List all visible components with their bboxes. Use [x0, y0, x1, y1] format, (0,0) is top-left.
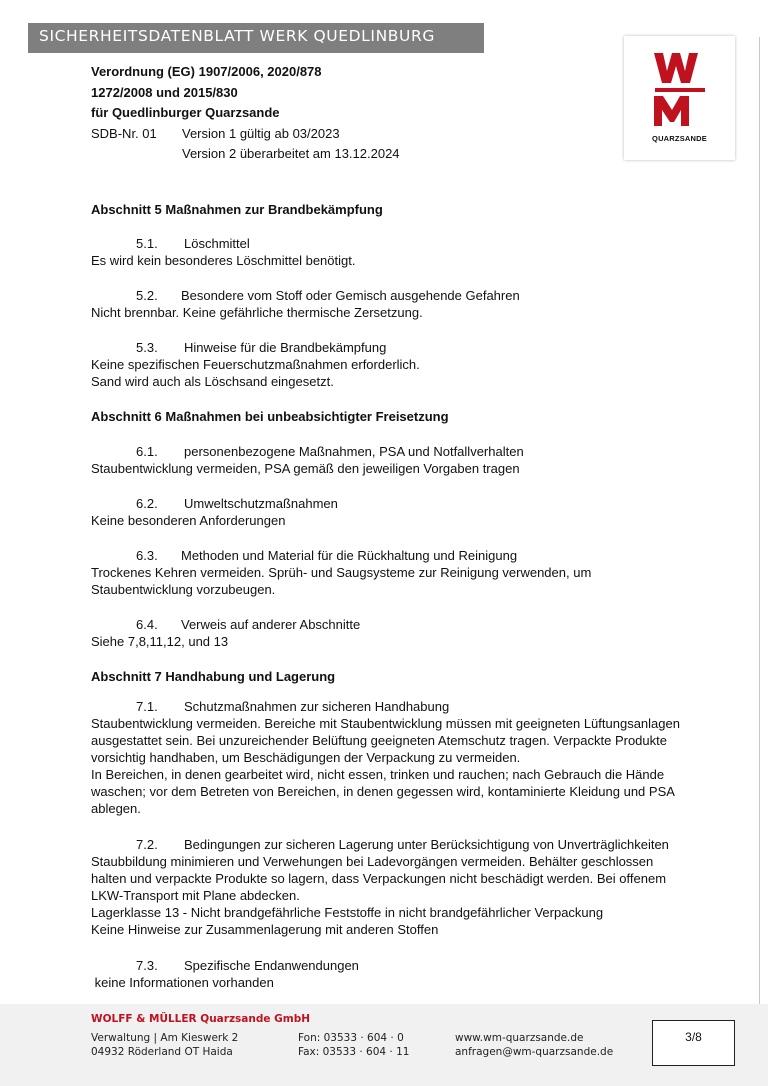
- document-header: [91, 62, 400, 165]
- subsection-7-1-line-5: waschen; vor dem Betreten von Bereichen, in denen gegessen wird, kontaminierte Kleidung und PSA: [91, 784, 675, 799]
- version-2: Version 2 überarbeitet am 13.12.2024: [182, 146, 400, 161]
- subsection-7-2-line-3: LKW-Transport mit Plane abdecken.: [91, 888, 300, 903]
- subsection-7-3-heading: [91, 958, 359, 973]
- subsection-7-1-line-1: Staubentwicklung vermeiden. Bereiche mit Staubentwicklung müssen mit geeigneten Lüftungsanlagen: [91, 716, 680, 731]
- product-line: für Quedlinburger Quarzsande: [91, 105, 280, 120]
- subsection-title: Löschmittel: [184, 236, 250, 251]
- footer-fax: Fax: 03533 · 604 · 11: [298, 1045, 410, 1058]
- subsection-5-3-text-2: Sand wird auch als Löschsand eingesetzt.: [91, 374, 334, 389]
- subsection-title: Hinweise für die Brandbekämpfung: [184, 340, 387, 355]
- subsection-title: Verweis auf anderer Abschnitte: [181, 617, 361, 632]
- document-title-bar: SICHERHEITSDATENBLATT WERK QUEDLINBURG: [28, 23, 484, 53]
- subsection-7-2-line-1: Staubbildung minimieren und Verwehungen bei Ladevorgängen vermeiden. Behälter geschlossen: [91, 854, 654, 869]
- subsection-title: Besondere vom Stoff oder Gemisch ausgehende Gefahren: [181, 288, 520, 303]
- subsection-title: Bedingungen zur sicheren Lagerung unter Berücksichtigung von Unverträglichkeiten: [184, 837, 669, 852]
- subsection-number: 6.4.: [136, 617, 158, 632]
- footer-address-line-1: Verwaltung | Am Kieswerk 2: [91, 1032, 239, 1044]
- footer-address: [91, 1032, 238, 1059]
- footer-email-link[interactable]: anfragen@wm-quarzsande.de: [455, 1045, 614, 1058]
- subsection-7-2-line-4: Lagerklasse 13 - Nicht brandgefährliche Feststoffe in nicht brandgefährlicher Verpackung: [91, 905, 604, 920]
- subsection-6-4-text: Siehe 7,8,11,12, und 13: [91, 634, 229, 649]
- subsection-5-3-text-1: Keine spezifischen Feuerschutzmaßnahmen erforderlich.: [91, 357, 420, 372]
- page-border-line: [759, 37, 760, 1005]
- regulation-line-1: Verordnung (EG) 1907/2006, 2020/878: [91, 64, 322, 79]
- footer-contact-web: [455, 1032, 613, 1059]
- subsection-7-2-line-5: Keine Hinweise zur Zusammenlagerung mit anderen Stoffen: [91, 922, 439, 937]
- subsection-number: 5.3.: [136, 340, 158, 355]
- footer-phone: Fon: 03533 · 604 · 0: [298, 1032, 404, 1044]
- subsection-5-2-text: Nicht brennbar. Keine gefährliche thermische Zersetzung.: [91, 305, 423, 320]
- subsection-6-3-text-1: Trockenes Kehren vermeiden. Sprüh- und Saugsysteme zur Reinigung verwenden, um: [91, 565, 592, 580]
- subsection-number: 6.1.: [136, 444, 158, 459]
- sdb-number: SDB-Nr. 01: [91, 125, 157, 141]
- subsection-5-1-text: Es wird kein besonderes Löschmittel benötigt.: [91, 253, 356, 268]
- subsection-7-1-heading: [91, 699, 449, 714]
- subsection-5-2-heading: [91, 288, 520, 303]
- subsection-number: 5.1.: [136, 236, 158, 251]
- subsection-6-1-heading: [91, 444, 524, 459]
- section-6-heading: Abschnitt 6 Maßnahmen bei unbeabsichtigter Freisetzung: [91, 409, 449, 424]
- subsection-title: Methoden und Material für die Rückhaltung und Reinigung: [181, 548, 518, 563]
- version-1: Version 1 gültig ab 03/2023: [182, 125, 340, 141]
- subsection-6-2-heading: [91, 496, 338, 511]
- subsection-7-1-line-2: ausgestattet sein. Bei unzureichender Belüftung geeigneten Atemschutz tragen. Verpackte Produkte: [91, 733, 667, 748]
- subsection-title: Schutzmaßnahmen zur sicheren Handhabung: [184, 699, 450, 714]
- subsection-number: 7.1.: [136, 699, 158, 714]
- page-footer: [0, 1004, 768, 1086]
- subsection-7-1-line-6: ablegen.: [91, 801, 141, 816]
- subsection-title: Umweltschutzmaßnahmen: [184, 496, 338, 511]
- section-7-heading: Abschnitt 7 Handhabung und Lagerung: [91, 669, 336, 684]
- subsection-number: 7.3.: [136, 958, 158, 973]
- footer-address-line-2: 04932 Röderland OT Haida: [91, 1045, 233, 1058]
- subsection-7-3-text: keine Informationen vorhanden: [91, 975, 274, 990]
- company-logo: [624, 36, 735, 160]
- subsection-7-2-heading: [91, 837, 669, 852]
- subsection-title: Spezifische Endanwendungen: [184, 958, 359, 973]
- subsection-7-1-line-3: vorsichtig handhaben, um Beschädigungen der Verpackung zu vermeiden.: [91, 750, 521, 765]
- subsection-6-3-text-2: Staubentwicklung vorzubeugen.: [91, 582, 276, 597]
- subsection-5-3-heading: [91, 340, 386, 355]
- page-number-box: [652, 1020, 735, 1066]
- footer-contact-phone: [298, 1032, 409, 1059]
- subsection-number: 6.2.: [136, 496, 158, 511]
- logo-caption: QUARZSANDE: [652, 134, 707, 143]
- footer-website-link[interactable]: www.wm-quarzsande.de: [455, 1032, 584, 1044]
- footer-company-name: WOLFF & MÜLLER Quarzsande GmbH: [91, 1013, 311, 1025]
- subsection-5-1-heading: [91, 236, 250, 251]
- subsection-6-1-text: Staubentwicklung vermeiden, PSA gemäß den jeweiligen Vorgaben tragen: [91, 461, 520, 476]
- subsection-number: 7.2.: [136, 837, 158, 852]
- subsection-6-3-heading: [91, 548, 517, 563]
- subsection-6-2-text: Keine besonderen Anforderungen: [91, 513, 286, 528]
- subsection-number: 6.3.: [136, 548, 158, 563]
- regulation-line-2: 1272/2008 und 2015/830: [91, 84, 238, 100]
- subsection-number: 5.2.: [136, 288, 158, 303]
- subsection-7-2-line-2: halten und verpackte Produkte so lagern, dass Verpackungen nicht beschädigt werden. Bei offenem: [91, 871, 667, 886]
- page-number: 3/8: [685, 1030, 702, 1044]
- subsection-title: personenbezogene Maßnahmen, PSA und Notfallverhalten: [184, 444, 524, 459]
- subsection-7-1-line-4: In Bereichen, in denen gearbeitet wird, nicht essen, trinken und rauchen; nach Gebrauch die Hände: [91, 767, 665, 782]
- section-5-heading: Abschnitt 5 Maßnahmen zur Brandbekämpfung: [91, 202, 383, 217]
- subsection-6-4-heading: [91, 617, 360, 632]
